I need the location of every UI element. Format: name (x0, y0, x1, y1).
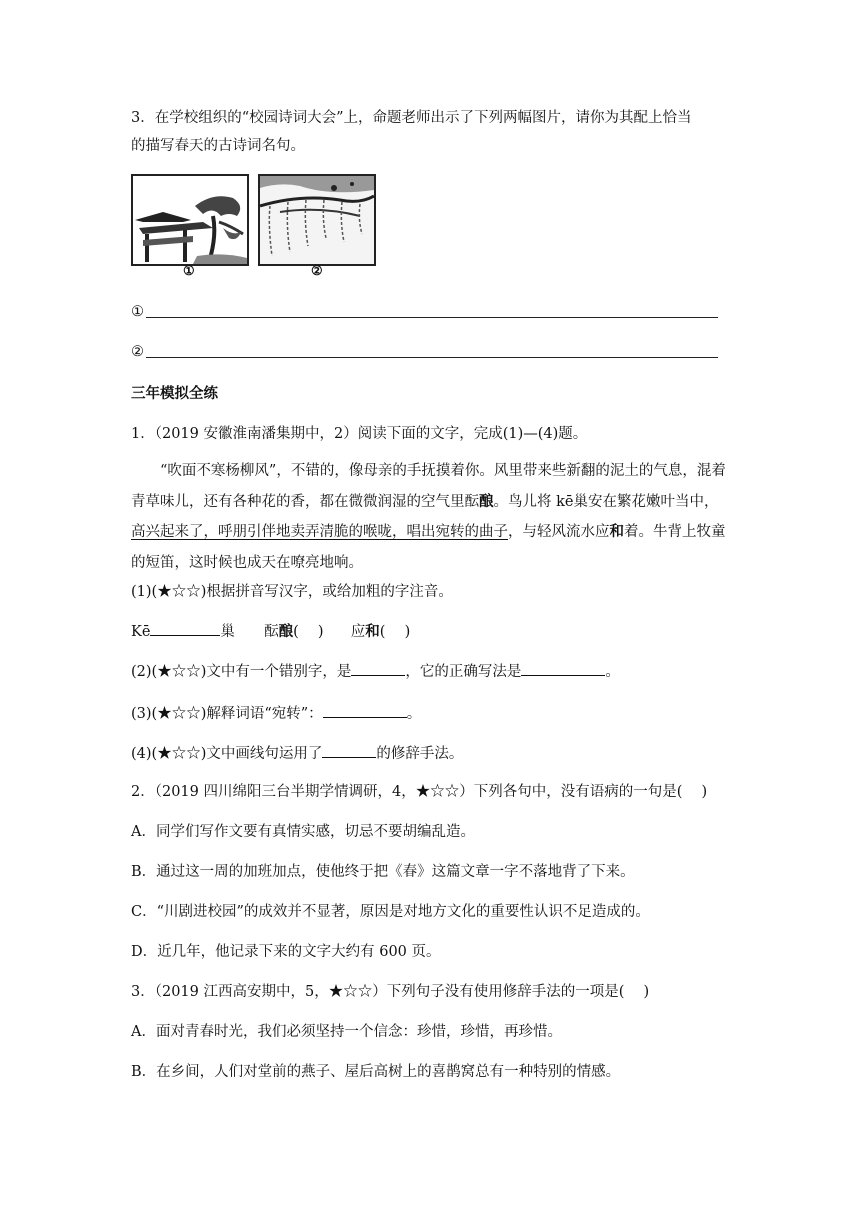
figure-willow-image (258, 174, 376, 266)
q1-sub3 (131, 703, 421, 724)
answer-line-1-label: ① (131, 304, 144, 320)
q2-heading: 2．（2019 四川绵阳三台半期学情调研，4，★☆☆）下列各句中，没有语病的一句是( ) (131, 784, 708, 800)
q2-option-b: B．通过这一周的加班加点，使他终于把《春》这篇文章一字不落地背了下来。 (131, 864, 635, 880)
q2-option-a: A．同学们写作文要有真情实感，切忌不要胡编乱造。 (131, 824, 475, 840)
sub3-text-a: (3)(★☆☆)解释词语“宛转”： (131, 706, 323, 722)
q2-option-d: D．近几年，他记录下来的文字大约有 600 页。 (131, 944, 441, 960)
sub3-text-b: 。 (406, 706, 422, 722)
q3-heading: 3．（2019 江西高安期中，5，★☆☆）下列句子没有使用修辞手法的一项是( ) (131, 984, 650, 1000)
passage-underlined-sentence: 高兴起来了，呼朋引伴地卖弄清脆的喉咙，唱出宛转的曲子 (131, 524, 508, 540)
answer-line-2[interactable] (146, 357, 718, 358)
section-title: 三年模拟全练 (131, 385, 218, 402)
passage-part-a: “吹面不寒杨柳风”，不错的，像母亲的手抚摸着你。风里带来些新翻的泥土的气息，混着青草味儿，还有各种花的香，都在微微润湿的空气里酝 (131, 463, 726, 510)
passage-bold-niang: 酿 (479, 492, 494, 510)
q1-reading-passage (131, 456, 731, 578)
sub4-text-a: (4)(★☆☆)文中画线句运用了 (131, 746, 323, 762)
sub2-blank-correct-char[interactable] (521, 661, 605, 676)
sub1-blank-ke[interactable] (150, 621, 220, 636)
q1-heading: 1．（2019 安徽淮南潘集期中，2）阅读下面的文字，完成(1)—(4)题。 (131, 426, 588, 442)
figure-1-label: ① (183, 264, 195, 279)
answer-line-2-label: ② (131, 344, 144, 360)
sub1-char-ying: 应 (350, 624, 366, 640)
sub2-text-b: ，它的正确写法是 (405, 664, 522, 680)
q3-option-b: B．在乡间，人们对堂前的燕子、屋后高树上的喜鹊窝总有一种特别的情感。 (131, 1064, 621, 1080)
answer-line-1[interactable] (146, 317, 718, 318)
sub1-paren-niang[interactable]: ( ) (293, 624, 324, 640)
q1-sub1: (1)(★☆☆)根据拼音写汉字，或给加粗的字注音。 (131, 584, 453, 600)
sub1-char-yun: 酝 (264, 624, 279, 640)
q2-option-c: C．“川剧进校园”的成效并不显著，原因是对地方文化的重要性认识不足造成的。 (131, 904, 650, 920)
figure-pavilion-image (131, 174, 249, 266)
sub1-char-chao: 巢 (220, 624, 235, 640)
sub1-pinyin-ke: Kē (131, 624, 151, 640)
q3-intro-line2: 的描写春天的古诗词名句。 (131, 138, 305, 154)
q3-intro-line1: 3．在学校组织的“校园诗词大会”上，命题老师出示了下列两幅图片，请你为其配上恰当 (131, 110, 692, 126)
q1-sub2 (131, 661, 620, 682)
passage-part-c: ，与轻风流水应 (508, 524, 610, 540)
sub4-text-b: 的修辞手法。 (376, 746, 464, 762)
sub1-bold-he: 和 (365, 623, 380, 640)
q3-option-a: A．面对青春时光，我们必须坚持一个信念：珍惜，珍惜，再珍惜。 (131, 1024, 562, 1040)
sub2-text-a: (2)(★☆☆)文中有一个错别字，是 (131, 664, 352, 680)
passage-part-d: 着。牛背上牧童的短笛，这时候也成天在嘹亮地响。 (131, 524, 726, 571)
sub2-blank-wrong-char[interactable] (351, 661, 405, 676)
q1-sub1-answers (131, 621, 410, 642)
sub1-paren-he[interactable]: ( ) (379, 624, 411, 640)
figure-2-label: ② (311, 264, 323, 279)
sub4-blank[interactable] (322, 743, 376, 758)
sub3-blank[interactable] (323, 703, 407, 718)
sub2-text-c: 。 (605, 664, 620, 680)
sub1-bold-niang: 酿 (278, 623, 294, 640)
passage-part-b: 。鸟儿将 kē巢安在繁花嫩叶当中， (493, 493, 719, 510)
q1-sub4 (131, 743, 463, 764)
passage-bold-he: 和 (609, 523, 624, 540)
